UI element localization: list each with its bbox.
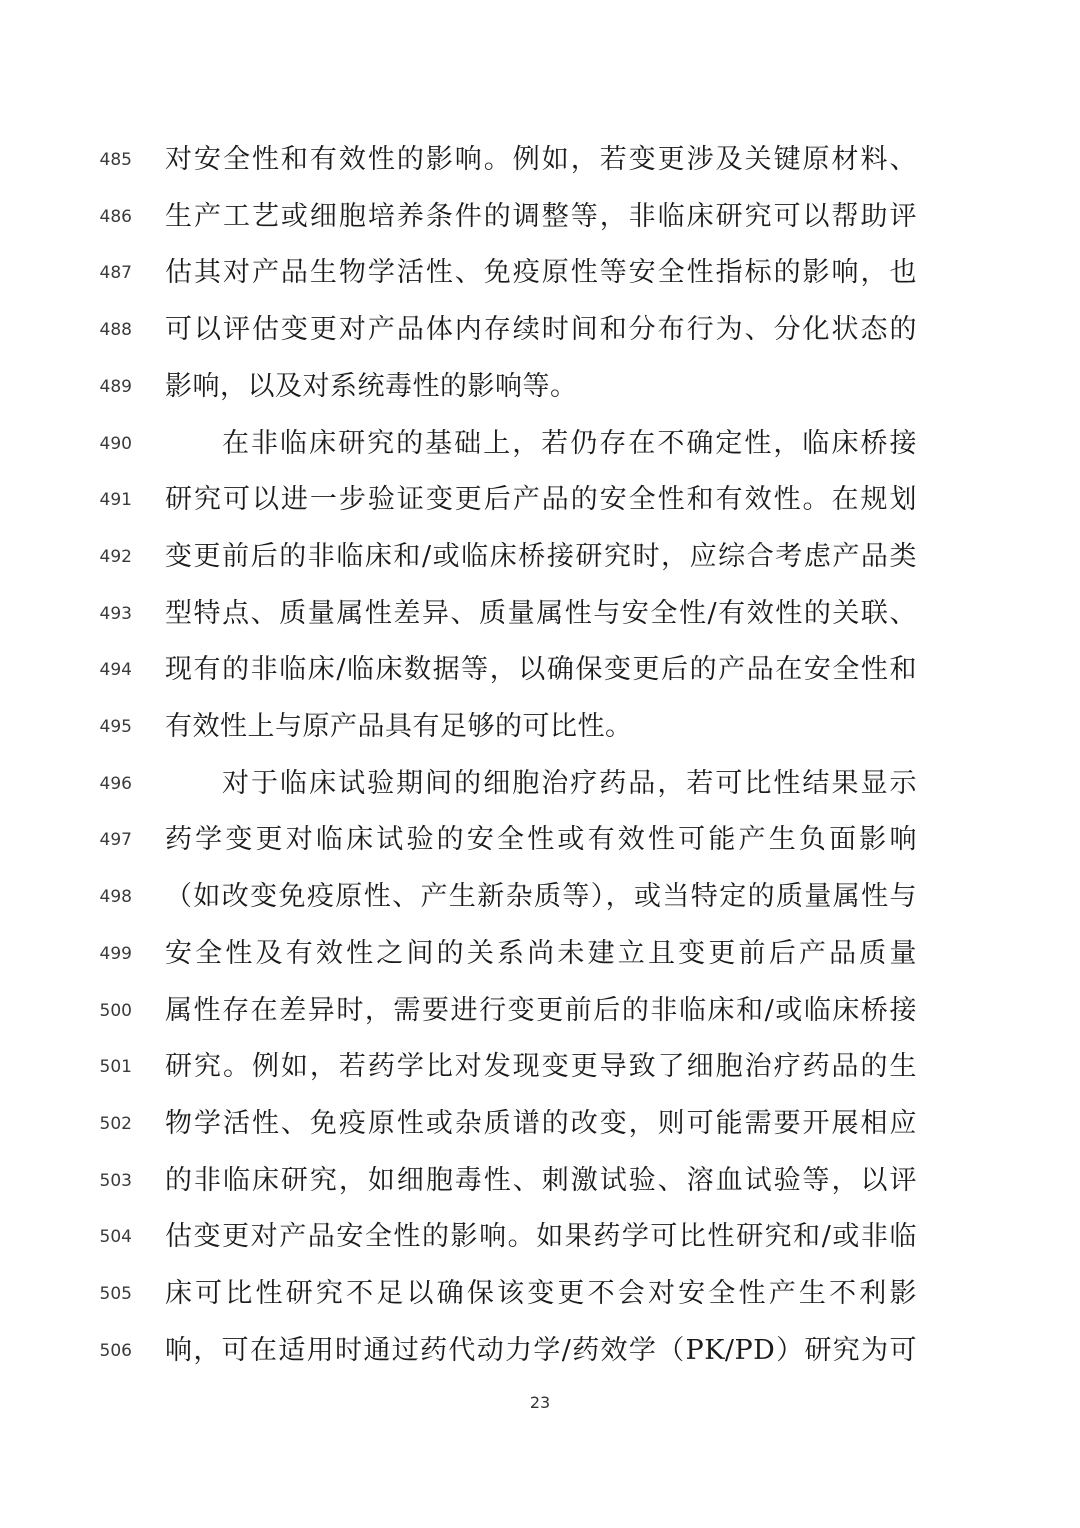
line-number: 494 (99, 660, 132, 681)
document-line (0, 1267, 1080, 1324)
document-line (0, 927, 1080, 984)
line-number: 499 (99, 943, 132, 964)
line-text: 影响，以及对系统毒性的影响等。 (165, 370, 578, 402)
document-line (0, 417, 1080, 474)
line-text: 对于临床试验期间的细胞治疗药品，若可比性结果显示 (222, 767, 917, 799)
line-text: 响，可在适用时通过药代动力学/药效学（PK/PD）研究为可 (165, 1334, 917, 1366)
line-number: 505 (99, 1284, 132, 1304)
document-line (0, 813, 1080, 870)
line-number: 493 (99, 603, 132, 624)
line-number: 506 (99, 1340, 132, 1361)
line-text: 研究可以进一步验证变更后产品的安全性和有效性。在规划 (165, 484, 917, 516)
document-line (0, 1324, 1080, 1381)
document-line (0, 190, 1080, 247)
document-line (0, 587, 1080, 644)
line-number: 500 (99, 1000, 132, 1021)
line-number: 504 (99, 1227, 132, 1248)
line-text: 估变更对产品安全性的影响。如果药学可比性研究和/或非临 (165, 1221, 917, 1253)
document-line (0, 530, 1080, 587)
line-number: 486 (99, 206, 132, 227)
line-number: 502 (99, 1113, 132, 1134)
line-number: 489 (99, 376, 132, 397)
line-text: 现有的非临床/临床数据等，以确保变更后的产品在安全性和 (165, 654, 917, 686)
document-line (0, 1097, 1080, 1154)
line-number: 488 (99, 320, 132, 341)
document-line (0, 700, 1080, 757)
line-text: 的非临床研究，如细胞毒性、刺激试验、溶血试验等，以评 (165, 1164, 917, 1196)
line-text: 变更前后的非临床和/或临床桥接研究时，应综合考虑产品类 (165, 540, 917, 572)
document-line (0, 133, 1080, 190)
line-text: 可以评估变更对产品体内存续时间和分布行为、分化状态的 (165, 314, 917, 346)
line-text: 属性存在差异时，需要进行变更前后的非临床和/或临床桥接 (165, 994, 917, 1026)
line-number: 503 (99, 1170, 132, 1191)
document-line (0, 757, 1080, 814)
document-line (0, 360, 1080, 417)
line-number: 497 (99, 830, 132, 851)
line-text: 在非临床研究的基础上，若仍存在不确定性，临床桥接 (222, 427, 917, 459)
line-text: 物学活性、免疫原性或杂质谱的改变，则可能需要开展相应 (165, 1107, 917, 1139)
line-number: 496 (99, 773, 132, 794)
line-text: 有效性上与原产品具有足够的可比性。 (165, 711, 633, 742)
line-text: 安全性及有效性之间的关系尚未建立且变更前后产品质量 (165, 937, 917, 969)
document-line (0, 303, 1080, 360)
line-text: （如改变免疫原性、产生新杂质等），或当特定的质量属性与 (165, 881, 917, 913)
line-number: 490 (99, 433, 132, 454)
line-text: 估其对产品生物学活性、免疫原性等安全性指标的影响，也 (165, 257, 917, 289)
document-line (0, 1040, 1080, 1097)
line-text: 对安全性和有效性的影响。例如，若变更涉及关键原材料、 (165, 144, 917, 175)
document-line (0, 1210, 1080, 1267)
document-line (0, 984, 1080, 1041)
page-number: 23 (529, 1393, 551, 1412)
document-line (0, 643, 1080, 700)
line-number: 495 (99, 717, 132, 737)
line-number: 485 (99, 150, 132, 170)
line-text: 药学变更对临床试验的安全性或有效性可能产生负面影响 (165, 824, 917, 856)
document-line (0, 870, 1080, 927)
line-text: 床可比性研究不足以确保该变更不会对安全性产生不利影 (165, 1278, 917, 1309)
document-line (0, 246, 1080, 303)
line-text: 研究。例如，若药学比对发现变更导致了细胞治疗药品的生 (165, 1051, 917, 1083)
document-line (0, 473, 1080, 530)
line-number: 501 (99, 1057, 132, 1078)
document-line (0, 1154, 1080, 1211)
line-number: 498 (99, 887, 132, 908)
line-text: 型特点、质量属性差异、质量属性与安全性/有效性的关联、 (165, 597, 917, 629)
line-number: 492 (99, 546, 132, 567)
line-text: 生产工艺或细胞培养条件的调整等，非临床研究可以帮助评 (165, 200, 917, 232)
line-number: 491 (99, 490, 132, 511)
line-number: 487 (99, 263, 132, 284)
